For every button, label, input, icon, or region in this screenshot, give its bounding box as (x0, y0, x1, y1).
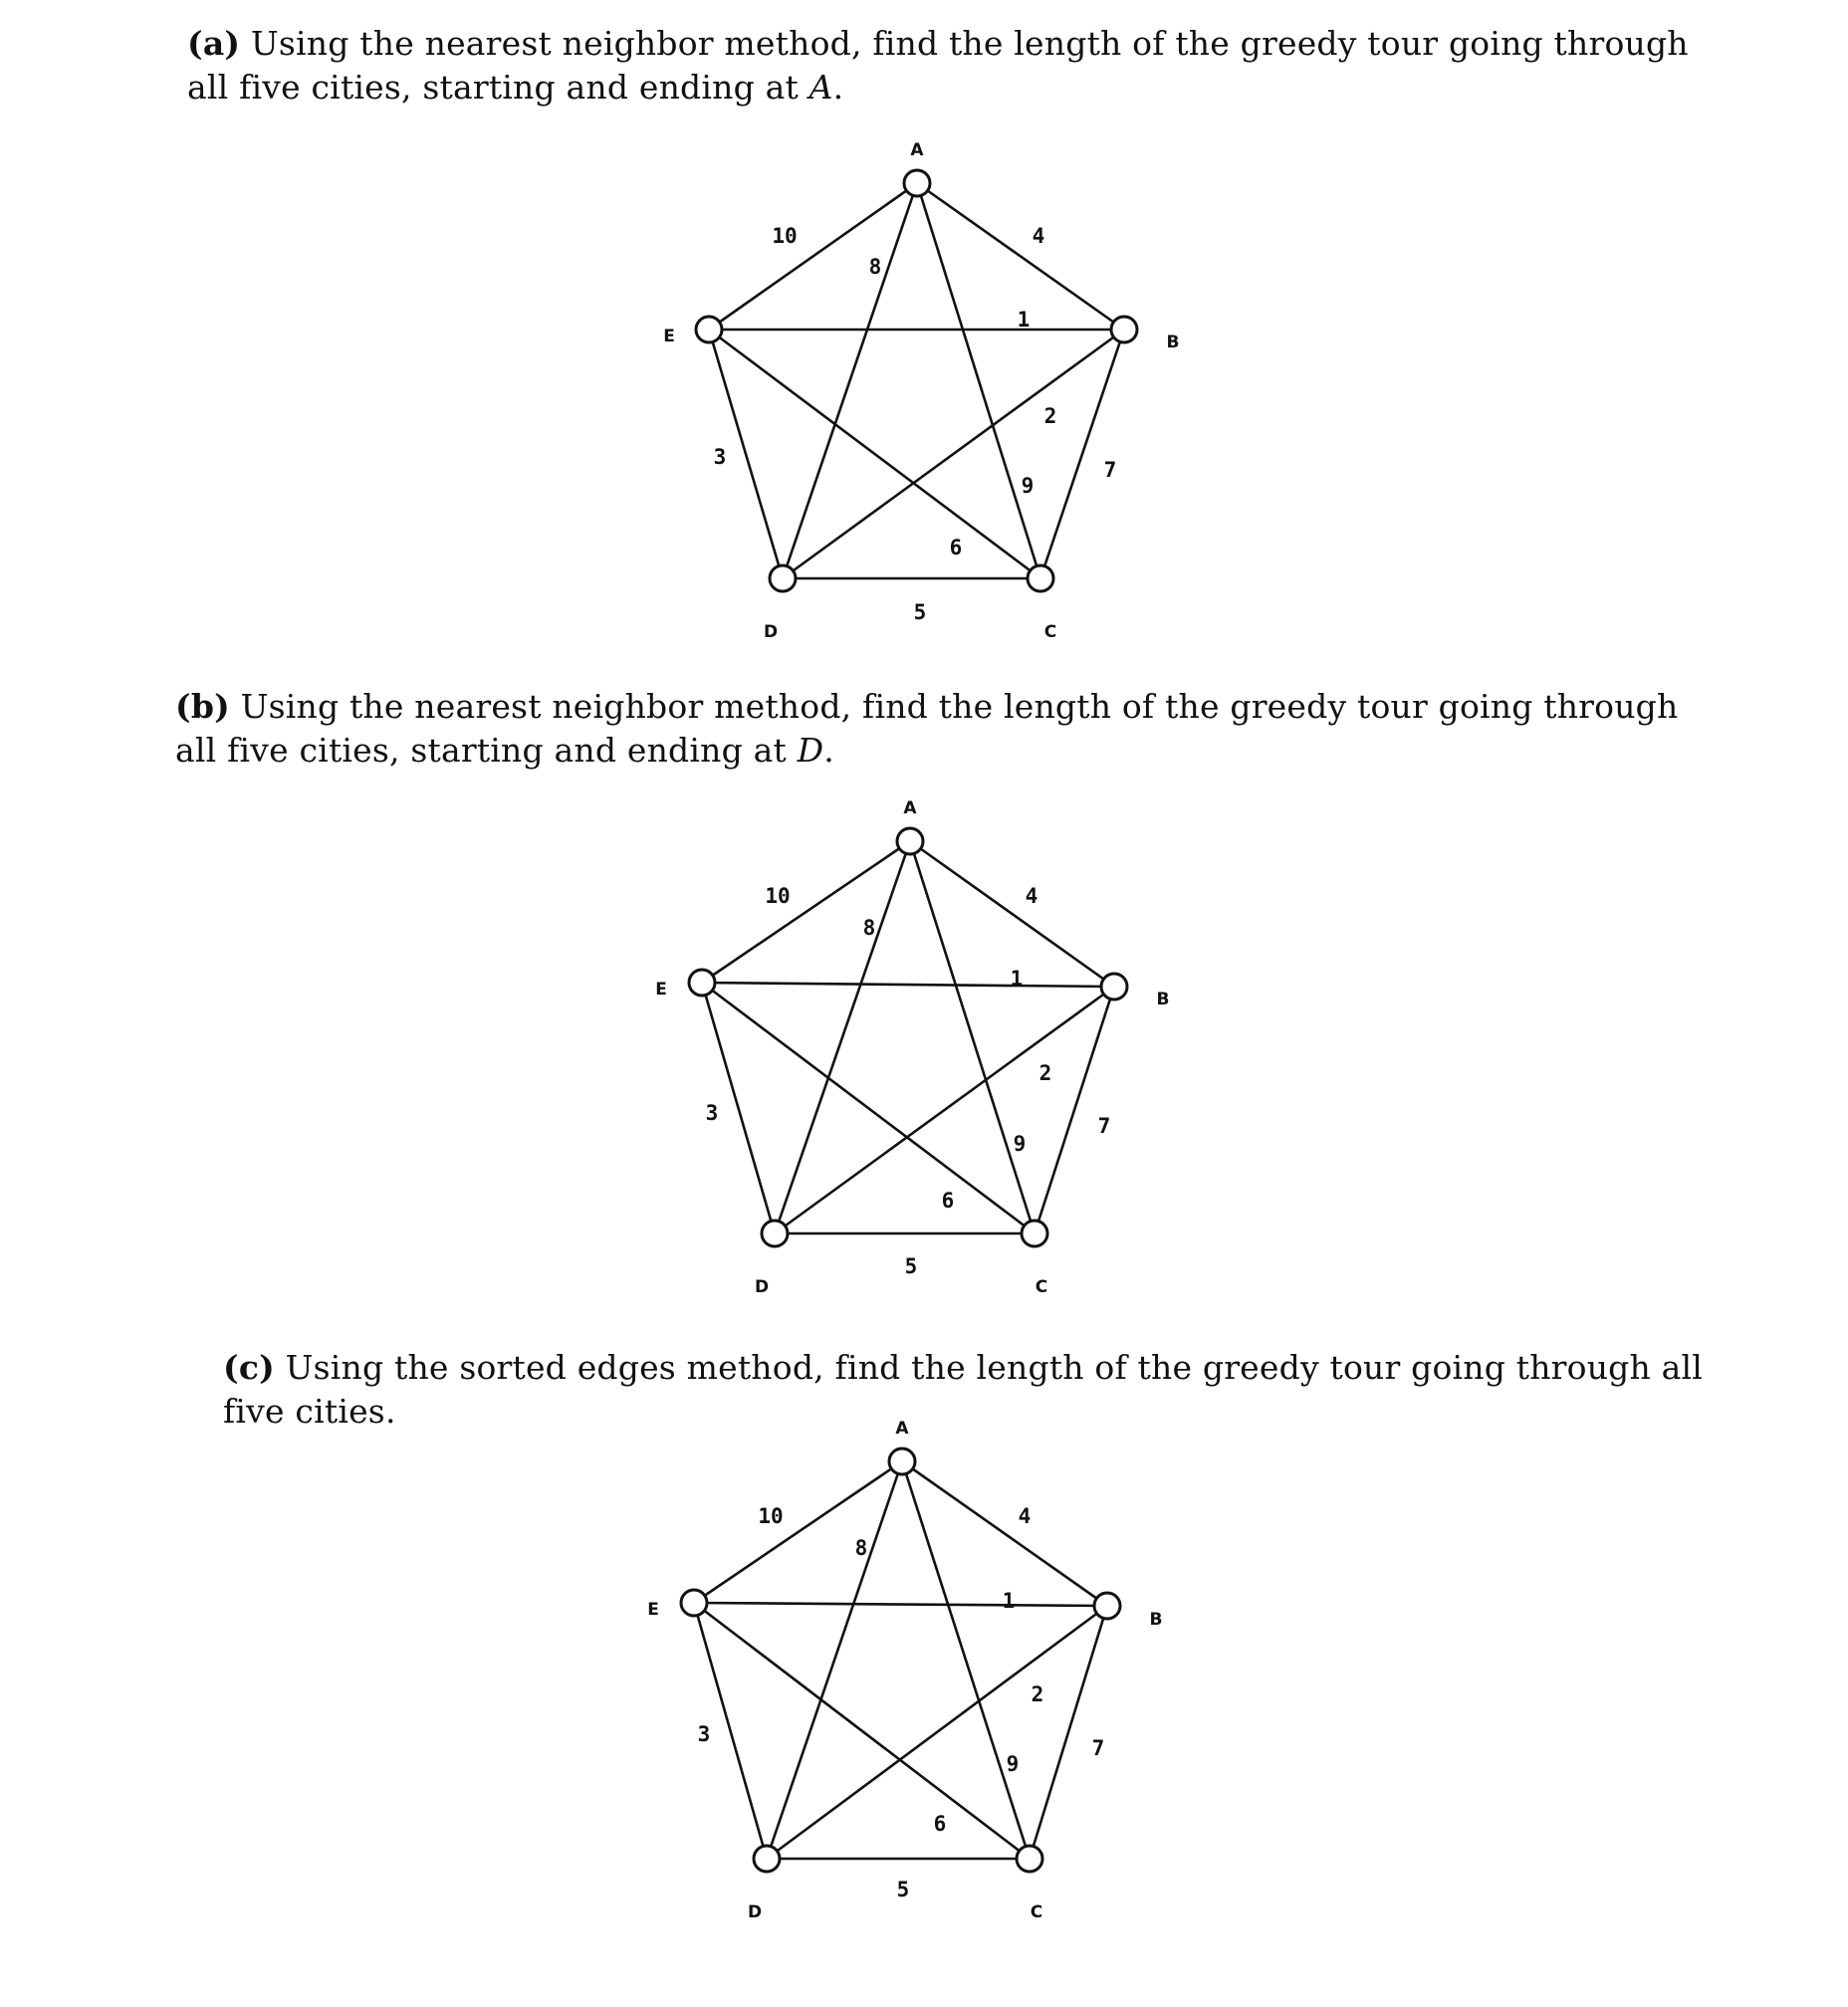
edge-weight-c-d: 5 (896, 1878, 910, 1901)
question-b-end: . (823, 731, 834, 770)
vertex-label-d: D (747, 1902, 763, 1922)
edge-weight-b-e: 1 (1010, 967, 1024, 991)
vertex-label-c: C (1043, 622, 1057, 642)
edge-weight-b-d: 2 (1043, 404, 1057, 428)
edge-weight-a-e: 10 (758, 1504, 784, 1528)
edge-c-e (694, 1603, 1030, 1859)
edge-weight-a-c: 9 (1006, 1752, 1020, 1776)
edge-b-e (694, 1603, 1107, 1606)
edge-weight-b-c: 7 (1091, 1736, 1105, 1760)
edge-weight-a-e: 10 (772, 224, 798, 248)
edge-weight-b-c: 7 (1097, 1114, 1111, 1138)
edge-weight-d-e: 3 (705, 1101, 719, 1125)
edge-weight-b-c: 7 (1103, 458, 1117, 482)
edge-weight-a-c: 9 (1021, 474, 1035, 498)
vertex-label-c: C (1035, 1277, 1048, 1297)
question-a-city: A (808, 68, 833, 107)
vertex-label-a: A (895, 1419, 909, 1439)
vertex-e (681, 1590, 707, 1616)
edge-weight-c-e: 6 (941, 1189, 955, 1213)
vertex-b (1094, 1593, 1120, 1619)
question-b-city: D (797, 731, 824, 770)
vertex-label-d: D (763, 622, 779, 642)
vertex-label-e: E (647, 1600, 659, 1620)
edge-weight-c-d: 5 (904, 1254, 918, 1278)
vertex-label-b: B (1156, 990, 1170, 1009)
edge-weight-a-d: 8 (868, 255, 882, 279)
edge-a-c (902, 1461, 1030, 1859)
edge-a-e (694, 1461, 902, 1603)
edge-a-b (902, 1461, 1107, 1606)
edge-weight-c-e: 6 (933, 1812, 947, 1836)
question-b-text: Using the nearest neighbor method, find the length of the greedy tour going through all five cities, starting and ending at (175, 687, 1679, 770)
edge-weight-a-d: 8 (862, 916, 876, 940)
question-c-label: (c) (223, 1348, 275, 1387)
edge-weight-a-b: 4 (1025, 884, 1039, 908)
edge-weight-b-d: 2 (1031, 1682, 1044, 1706)
vertex-a (889, 1449, 915, 1474)
edge-weight-a-b: 4 (1032, 224, 1045, 248)
vertex-label-b: B (1166, 333, 1180, 352)
vertex-label-d: D (754, 1277, 770, 1297)
question-b-label: (b) (175, 687, 230, 726)
edge-weight-a-c: 9 (1013, 1132, 1027, 1156)
edge-a-d (767, 1461, 902, 1859)
edge-weight-a-e: 10 (765, 884, 791, 908)
vertex-label-b: B (1149, 1610, 1163, 1630)
edge-weight-a-d: 8 (854, 1536, 868, 1560)
question-c-text: Using the sorted edges method, find the length of the greedy tour going through all five cities. (223, 1348, 1704, 1431)
edge-weight-b-d: 2 (1039, 1061, 1052, 1085)
edge-weight-c-e: 6 (949, 536, 963, 559)
vertex-d (754, 1846, 780, 1872)
edge-weight-a-b: 4 (1018, 1504, 1032, 1528)
edge-weight-b-e: 1 (1002, 1589, 1016, 1613)
vertex-c (1017, 1846, 1042, 1872)
edge-weight-d-e: 3 (713, 445, 727, 469)
vertex-label-e: E (655, 980, 667, 1000)
question-a-text: Using the nearest neighbor method, find the length of the greedy tour going through all five cities, starting and ending at (187, 24, 1689, 107)
vertex-label-a: A (903, 798, 917, 818)
question-a-end: . (832, 68, 844, 107)
edge-weight-c-d: 5 (913, 600, 927, 624)
vertex-label-e: E (663, 327, 675, 346)
edge-b-c (1030, 1606, 1107, 1859)
edge-weight-d-e: 3 (697, 1722, 711, 1746)
vertex-label-c: C (1030, 1902, 1043, 1922)
vertex-label-a: A (910, 140, 924, 160)
question-a-label: (a) (187, 24, 241, 63)
edge-weight-b-e: 1 (1017, 308, 1031, 332)
